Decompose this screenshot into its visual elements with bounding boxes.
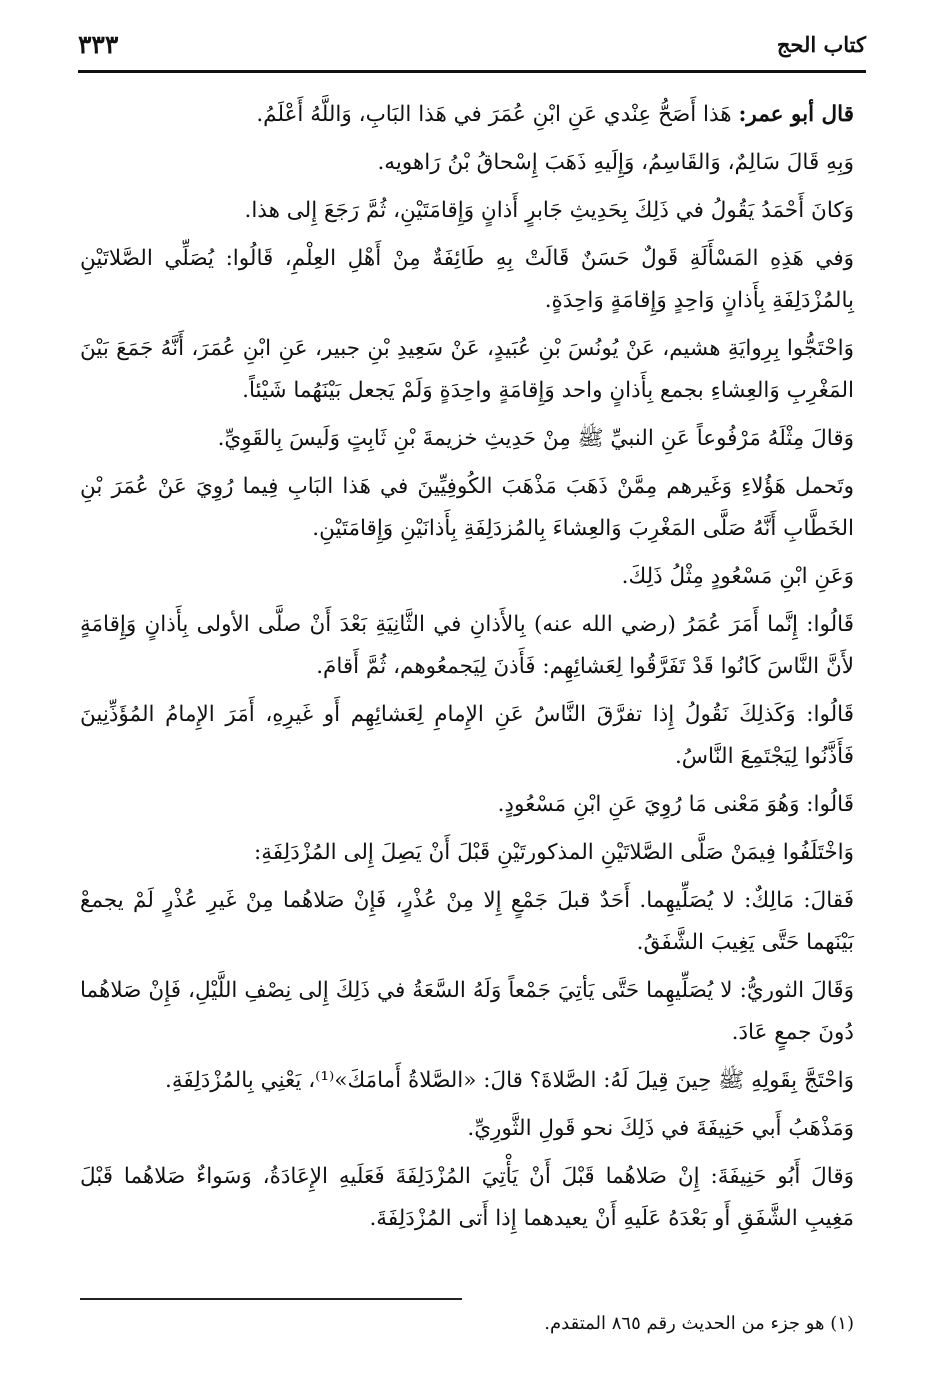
paragraph-17: وَقالَ أَبُو حَنِيفَةَ: إِنْ صَلاهُما قَبْلَ أَنْ يَأْتِيَ المُزْدَلِفَةَ فَعَلَيهِ الإِعَادَةُ، وَسَواءٌ صَلاهُما قَبْلَ مَغِيبِ الشَّفَقِ أَو بَعْدَهُ عَلَيهِ أَنْ يعيدهما إِذا أَتى المُزْدَلِفَةَ.	[80, 1164, 854, 1231]
page-header	[78, 30, 866, 73]
paragraph-3: وَكانَ أَحْمَدُ يَقُولُ في ذَلِكَ بِحَدِيثِ جَابرٍ أَذانٍ وَإِقامَتَيْنِ، ثُمَّ رَجَعَ إِلى هذا.	[244, 198, 854, 223]
paragraph-12: وَاخْتَلَفُوا فِيمَنْ صَلَّى الصَّلاتَيْنِ المذكورتَيْنِ قَبْلَ أَنْ يَصِلَ إِلى المُزْدَلِفَةِ:	[254, 840, 854, 865]
paragraph-13: فَقالَ: مَالِكٌ: لا يُصَلِّيهِما. أَحَدٌ قبلَ جَمْعٍ إِلا مِنْ عُذْرٍ، فَإِنْ صَلاهُما مِنْ غَيرِ عُذْرٍ لَمْ يجمعْ بَيْنَهما حَتَّى يَغِيبَ الشَّفَقُ.	[80, 888, 854, 955]
footnote-divider	[80, 1298, 462, 1300]
paragraph-11: قَالُوا: وَهُوَ مَعْنى مَا رُوِيَ عَنِ ابْنِ مَسْعُودٍ.	[497, 792, 854, 817]
paragraph-1	[80, 94, 854, 136]
paragraph-lead: قال أبو عمر:	[738, 102, 854, 127]
paragraph-15: وَاحْتَجَّ بِقَولِهِ ﷺ حِينَ قِيلَ لَهُ: الصَّلاةَ؟ قالَ: «الصَّلاةُ أَمامَكَ»⁽¹⁾، يَعْنِي بِالمُزْدَلِفَةِ.	[165, 1068, 854, 1093]
paragraph-4: وَفي هَذِهِ المَسْأَلَةِ قَولٌ حَسَنٌ قَالَتْ بِهِ طَائِفَةٌ مِنْ أَهْلِ العِلْمِ، قَالُوا: يُصَلِّي الصَّلاتَيْنِ بِالمُزْدَلِفَةِ بِأَذانٍ وَاحِدٍ وَإِقامَةٍ وَاحِدَةٍ.	[80, 246, 854, 313]
paragraph-10: قَالُوا: وَكَذلِكَ نَقُولُ إِذا تفرَّقَ النَّاسُ عَنِ الإِمامِ لِعَشائِهِم أَو غَيرِهِ، أَمَرَ الإِمامُ المُؤَذِّنِينَ فَأَذَّنُوا لِيَجْتَمِعَ النَّاسُ.	[80, 702, 854, 769]
paragraph-14: وَقَالَ الثوريُّ: لا يُصَلِّيهِما حَتَّى يَأتِيَ جَمْعاً وَلَهُ السَّعَةُ في ذَلِكَ إِلى نِصْفِ اللَّيْلِ، فَإِنْ صَلاهُما دُونَ جمعٍ عَادَ.	[80, 978, 854, 1045]
paragraph-7: وتَحمل هَؤُلاءِ وَغَيرهم مِمَّنْ ذَهَبَ مَذْهَبَ الكُوفِيِّينَ في هَذا البَابِ فِيما رُوِيَ عَنْ عُمَرَ بْنِ الخَطَّابِ أَنَّهُ صَلَّى المَغْرِبَ وَالعِشاءَ بِالمُزدَلِفَةِ بِأَذانَيْنِ وَإِقامَتَيْنِ.	[80, 474, 854, 541]
paragraph-9: قَالُوا: إِنَّما أَمَرَ عُمَرُ (رضي الله عنه) بِالأَذانِ في الثَّانِيَةِ بَعْدَ أَنْ صلَّى الأولى بِأَذانٍ وَإِقامَةٍ لأَنَّ النَّاسَ كَانُوا قَدْ تَفَرَّقُوا لِعَشائِهِم: فَأَذنَ لِيَجمعُوهم، ثُمَّ أَقامَ.	[80, 612, 854, 679]
running-title: كتاب الحج	[776, 32, 866, 57]
paragraph-8: وَعَنِ ابْنِ مَسْعُودٍ مِثْلُ ذَلِكَ.	[621, 564, 854, 589]
paragraph-16: وَمَذْهَبُ أَبي حَنِيفَةَ في ذَلِكَ نحو قَولِ الثَّورِيِّ.	[467, 1116, 854, 1141]
paragraph-2: وَبِهِ قَالَ سَالِمٌ، وَالقَاسِمُ، وَإِلَيهِ ذَهَبَ إِسْحاقُ بْنُ رَاهويه.	[377, 150, 854, 175]
footnote: (١) هو جزء من الحديث رقم ٨٦٥ المتقدم.	[544, 1313, 854, 1334]
paragraph-6: وَقالَ مِثْلَهُ مَرْفُوعاً عَنِ النبيِّ ﷺ مِنْ حَدِيثِ خزيمةَ بْنِ ثَابِتٍ وَلَيسَ بِالقَوِيِّ.	[217, 426, 854, 451]
paragraph-5: وَاحْتَجُّوا بِرِوايَةِ هشيم، عَنْ يُونُسَ بْنِ عُبَيدٍ، عَنْ سَعِيدِ بْنِ جبير، عَنِ ابْنِ عُمَرَ، أَنَّهُ جَمَعَ بَيْنَ المَغْرِبِ وَالعِشاءِ بجمع بِأَذانٍ واحد وَإِقامَةٍ واحِدَةٍ وَلَمْ يَجعل بَيْنَهُما شَيْئاً.	[80, 336, 854, 403]
main-text	[80, 94, 854, 1246]
paragraph-text: هَذا أَصَحُّ عِنْدي عَنِ ابْنِ عُمَرَ في هَذا البَابِ، وَاللَّهُ أَعْلَمُ.	[256, 102, 739, 127]
page-number: ٣٣٣	[78, 30, 119, 59]
